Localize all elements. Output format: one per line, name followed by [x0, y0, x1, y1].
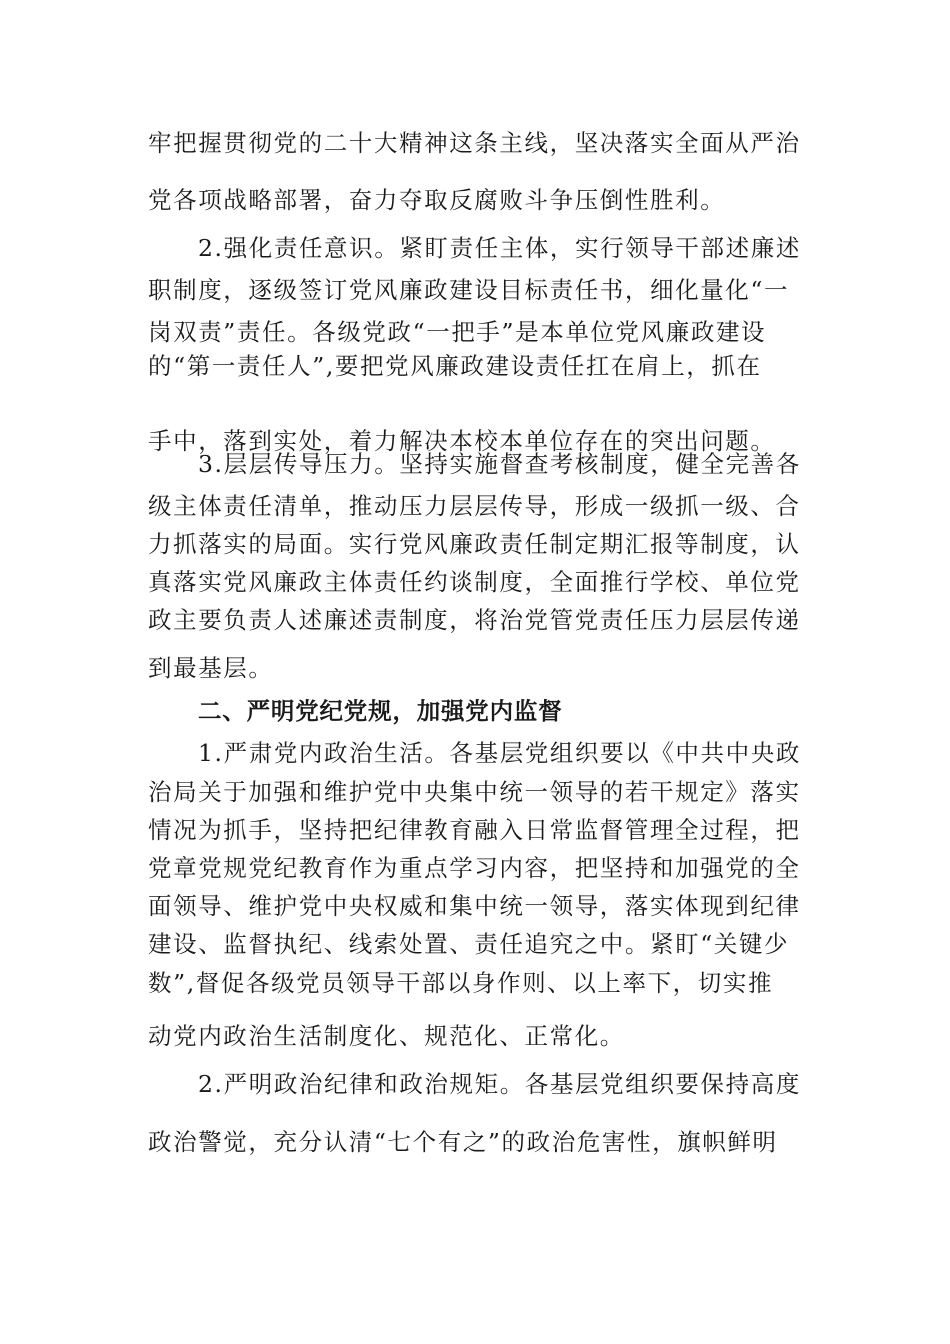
paragraph-line: 动党内政治生活制度化、规范化、正常化。 — [148, 1022, 625, 1050]
paragraph-line: 职制度，逐级签订党风廉政建设目标责任书，细化量化“一 — [148, 276, 790, 304]
paragraph-line: 数”,督促各级党员领导干部以身作则、以上率下，切实推 — [148, 969, 774, 997]
paragraph-line: 岗双责”责任。各级党政“一把手”是本单位党风廉政建设 — [148, 318, 767, 346]
paragraph-line: 政主要负责人述廉述责制度，将治党管党责任压力层层传递 — [148, 606, 801, 634]
paragraph-line: 1.严肃党内政治生活。各基层党组织要以《中共中央政 — [198, 739, 801, 767]
paragraph-line: 党章党规党纪教育作为重点学习内容，把坚持和加强党的全 — [148, 854, 801, 882]
paragraph-line: 级主体责任清单，推动压力层层传导，形成一级抓一级、合 — [148, 492, 801, 520]
paragraph-line: 治局关于加强和维护党中央集中统一领导的若干规定》落实 — [148, 778, 801, 806]
section-heading: 二、严明党纪党规，加强党内监督 — [198, 697, 563, 725]
paragraph-line: 的“第一责任人”,要把党风廉政建设责任扛在肩上，抓在 — [148, 352, 762, 380]
paragraph-line: 到最基层。 — [148, 654, 274, 682]
paragraph-line: 建设、监督执纪、线索处置、责任追究之中。紧盯“关键少 — [148, 930, 790, 958]
paragraph-line: 2.强化责任意识。紧盯责任主体，实行领导干部述廉述 — [198, 234, 801, 262]
paragraph-line: 牢把握贯彻党的二十大精神这条主线，坚决落实全面从严治 — [148, 129, 801, 157]
paragraph-line: 3.层层传导压力。坚持实施督查考核制度，健全完善各 — [198, 450, 801, 478]
paragraph-line: 情况为抓手，坚持把纪律教育融入日常监督管理全过程，把 — [148, 816, 801, 844]
paragraph-line: 政治警觉，充分认清“七个有之”的政治危害性，旗帜鲜明 — [148, 1128, 778, 1156]
paragraph-line: 党各项战略部署，奋力夺取反腐败斗争压倒性胜利。 — [148, 186, 726, 214]
paragraph-line: 2.严明政治纪律和政治规矩。各基层党组织要保持高度 — [198, 1070, 801, 1098]
paragraph-line: 力抓落实的局面。实行党风廉政责任制定期汇报等制度，认 — [148, 530, 801, 558]
paragraph-line: 真落实党风廉政主体责任约谈制度，全面推行学校、单位党 — [148, 568, 801, 596]
paragraph-line: 手中，落到实处，着力解决本校本单位存在的突出问题。 — [148, 427, 776, 455]
paragraph-line: 面领导、维护党中央权威和集中统一领导，落实体现到纪律 — [148, 892, 801, 920]
